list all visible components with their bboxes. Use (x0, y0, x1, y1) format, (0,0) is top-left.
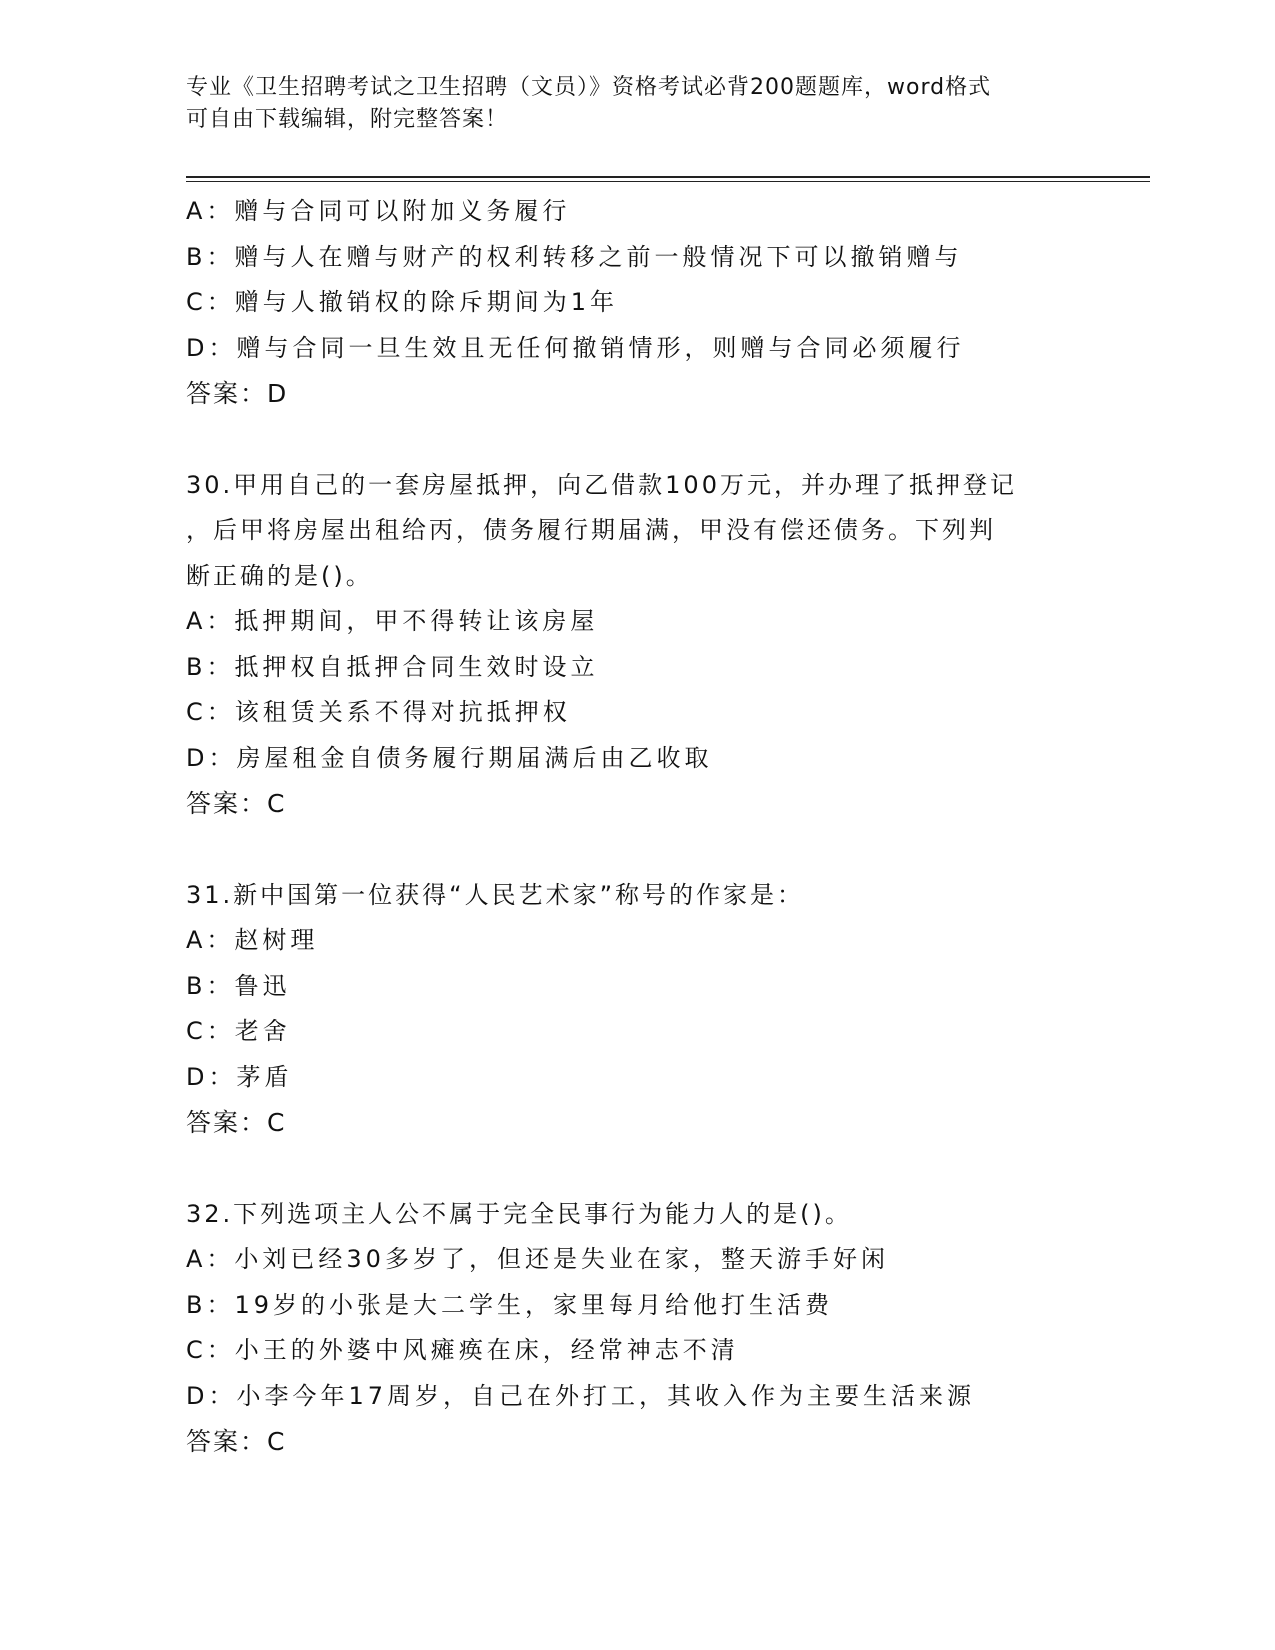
header-divider (186, 176, 1150, 178)
header-divider-secondary (186, 181, 1150, 182)
header-title-line-1: 专业《卫生招聘考试之卫生招聘（文员）》资格考试必背200题题库，word格式 (186, 75, 992, 100)
question-stem-line: 32.下列选项主人公不属于完全民事行为能力人的是()。 (186, 1199, 852, 1228)
question-stem-line: 31.新中国第一位获得“人民艺术家”称号的作家是： (186, 880, 805, 909)
option-a: A：赵树理 (186, 926, 319, 954)
question-stem (186, 1192, 1116, 1238)
option-d: D：赠与合同一旦生效且无任何撤销情形，则赠与合同必须履行 (186, 333, 965, 362)
option-b: B：19岁的小张是大二学生，家里每月给他打生活费 (186, 1290, 834, 1319)
option-a: A：抵押期间，甲不得转让该房屋 (186, 607, 599, 635)
option-b: B：鲁迅 (186, 971, 291, 1000)
question-32 (186, 1192, 1116, 1465)
answer: 答案：C (186, 789, 287, 818)
option-d: D：小李今年17周岁，自己在外打工，其收入作为主要生活来源 (186, 1381, 976, 1410)
option-b: B：抵押权自抵押合同生效时设立 (186, 652, 599, 681)
option-a: A：小刘已经30多岁了，但还是失业在家，整天游手好闲 (186, 1245, 889, 1273)
question-30 (186, 463, 1116, 827)
question-list (186, 189, 1116, 1465)
answer: 答案：C (186, 1427, 287, 1456)
spacer (186, 827, 1116, 873)
spacer (186, 1146, 1116, 1192)
option-d: D：房屋租金自债务履行期届满后由乙收取 (186, 743, 713, 772)
answer: 答案：C (186, 1108, 287, 1137)
answer: 答案：D (186, 379, 289, 408)
option-c: C：该租赁关系不得对抗抵押权 (186, 698, 571, 726)
option-c: C：老舍 (186, 1017, 291, 1045)
header-title-line-2: 可自由下载编辑，附完整答案！ (186, 107, 509, 132)
question-31 (186, 873, 1116, 1146)
question-29 (186, 189, 1116, 417)
question-stem-line: 30.甲用自己的一套房屋抵押，向乙借款100万元，并办理了抵押登记 (186, 470, 1017, 499)
question-stem-line: ，后甲将房屋出租给丙，债务履行期届满，甲没有偿还债务。下列判 (186, 516, 996, 544)
question-stem-line: 断正确的是()。 (186, 561, 373, 590)
option-b: B：赠与人在赠与财产的权利转移之前一般情况下可以撤销赠与 (186, 242, 963, 271)
spacer (186, 417, 1116, 463)
option-c: C：赠与人撤销权的除斥期间为1年 (186, 288, 619, 316)
option-d: D：茅盾 (186, 1062, 293, 1091)
question-stem (186, 463, 1116, 600)
option-c: C：小王的外婆中风瘫痪在床，经常神志不清 (186, 1336, 739, 1364)
option-a: A：赠与合同可以附加义务履行 (186, 197, 571, 225)
question-stem (186, 873, 1116, 919)
document-header (186, 72, 1086, 136)
